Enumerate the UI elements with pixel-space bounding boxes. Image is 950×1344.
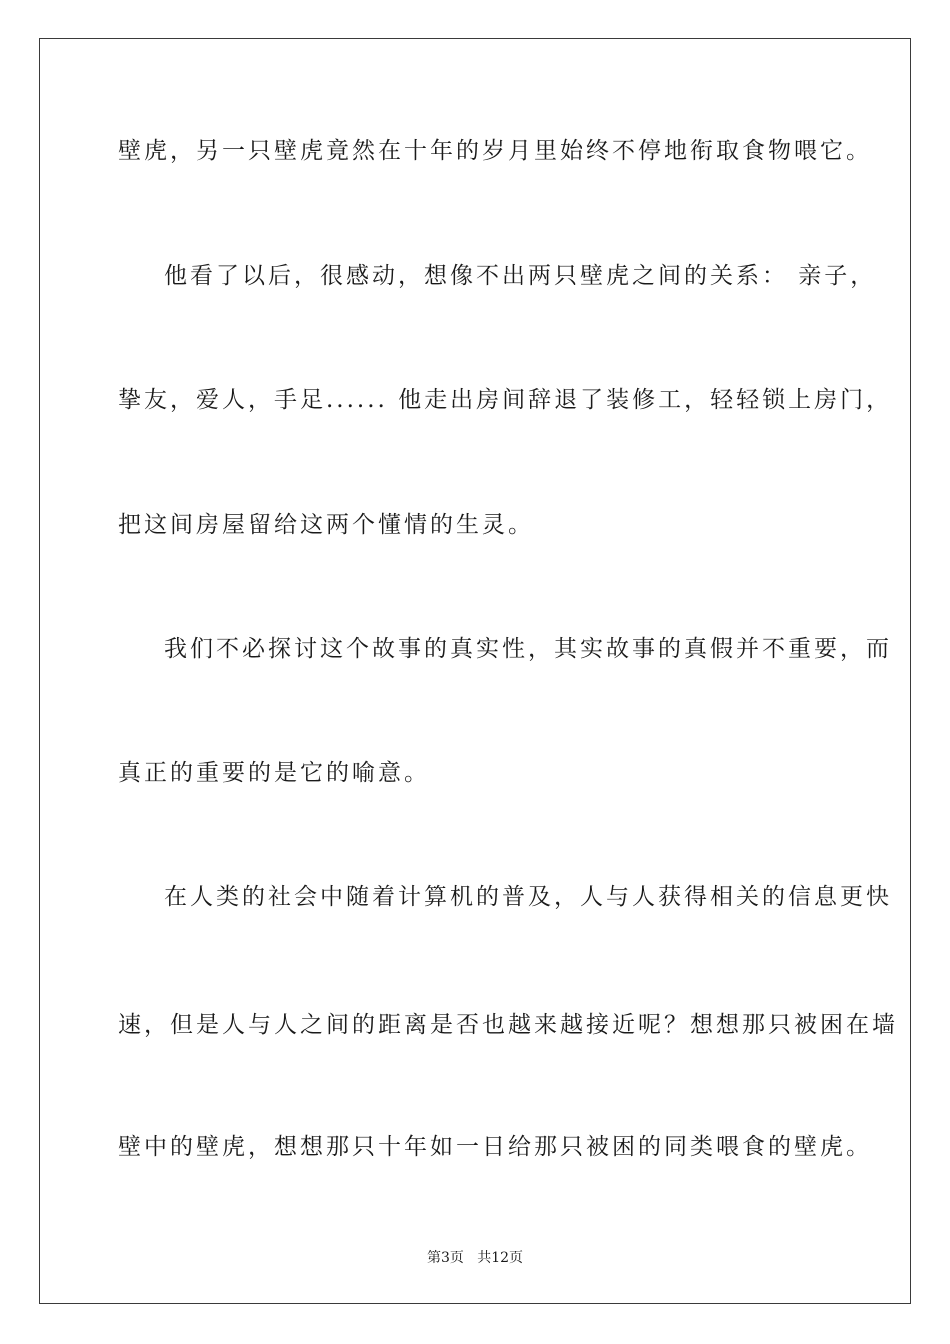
page-border (39, 38, 911, 1304)
page-number: 第3页 共12页 (426, 1250, 524, 1266)
text-line-2: 他看了以后，很感动，想像不出两只壁虎之间的关系： 亲子， (164, 263, 877, 289)
text-line-6: 真正的重要的是它的喻意。 (118, 760, 430, 786)
text-line-4: 把这间房屋留给这两个懂情的生灵。 (118, 512, 534, 538)
text-line-8: 速，但是人与人之间的距离是否也越来越接近呢？想想那只被困在墙 (118, 1012, 898, 1038)
text-line-5: 我们不必探讨这个故事的真实性，其实故事的真假并不重要，而 (164, 636, 892, 662)
text-line-7: 在人类的社会中随着计算机的普及，人与人获得相关的信息更快 (164, 884, 892, 910)
text-line-3: 挚友，爱人，手足...... 他走出房间辞退了装修工，轻轻锁上房门， (118, 387, 893, 413)
text-line-9: 壁中的壁虎，想想那只十年如一日给那只被困的同类喂食的壁虎。 (118, 1134, 872, 1160)
text-line-1: 壁虎，另一只壁虎竟然在十年的岁月里始终不停地衔取食物喂它。 (118, 138, 872, 164)
